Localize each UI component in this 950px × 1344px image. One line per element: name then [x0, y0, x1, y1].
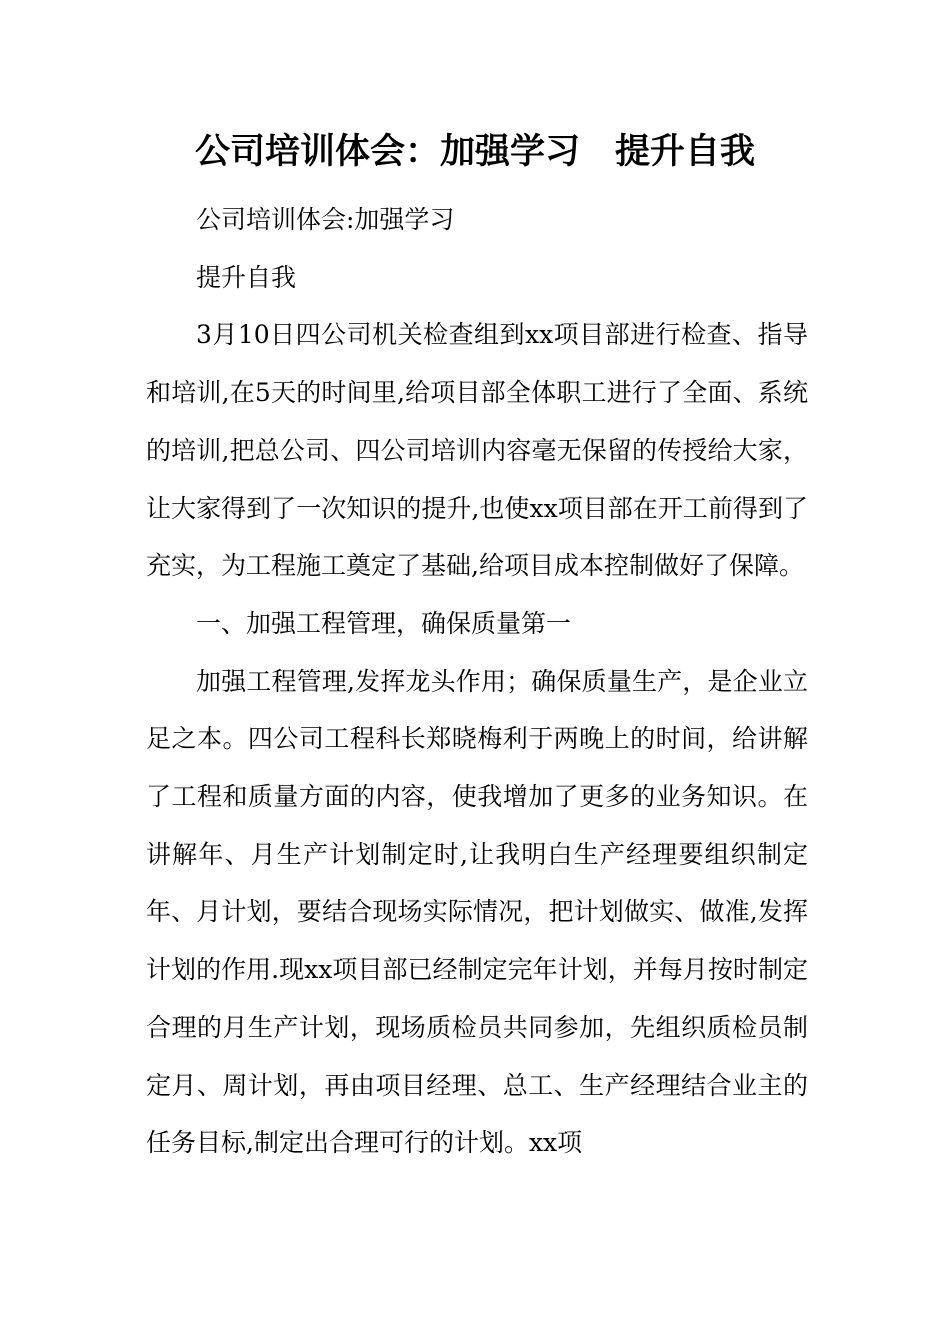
- document-body: [146, 191, 808, 1172]
- document-title: 公司培训体会：加强学习 提升自我: [194, 132, 755, 172]
- section-1-paragraph: 加强工程管理,发挥龙头作用；确保质量生产，是企业立足之本。四公司工程科长郑晓梅利于两晚上的时间，给讲解了工程和质量方面的内容，使我增加了更多的业务知识。在讲解年、月生产计划制定时,让我明白生产经理要组织制定年、月计划，要结合现场实际情况，把计划做实、做准,发挥计划的作用.现xx项目部已经制定完年计划，并每月按时制定合理的月生产计划，现场质检员共同参加，先组织质检员制定月、周计划，再由项目经理、总工、生产经理结合业主的任务目标,制定出合理可行的计划。xx项: [146, 666, 808, 1158]
- subtitle-line-1: 公司培训体会:加强学习: [196, 205, 455, 234]
- intro-paragraph: 3月10日四公司机关检查组到xx项目部进行检查、指导和培训,在5天的时间里,给项目部全体职工进行了全面、系统的培训,把总公司、四公司培训内容毫无保留的传授给大家，让大家得到了一次知识的提升,也使xx项目部在开工前得到了充实，为工程施工奠定了基础,给项目成本控制做好了保障。: [146, 320, 808, 581]
- subtitle-line-2: 提升自我: [196, 262, 297, 292]
- section-heading-1: 一、加强工程管理，确保质量第一: [196, 608, 572, 638]
